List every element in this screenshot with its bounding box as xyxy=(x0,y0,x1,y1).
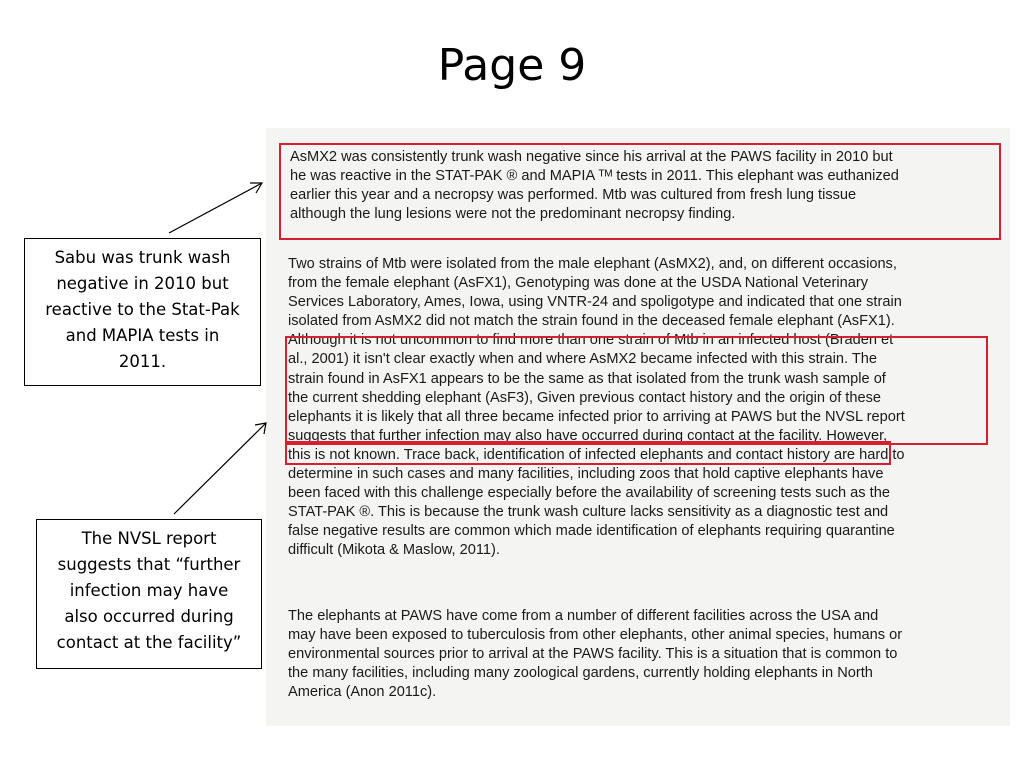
highlight-box-asmx2 xyxy=(279,143,1001,240)
document-line: elephants it is likely that all three became infected prior to arriving at PAWS but the NVSL report xyxy=(288,408,905,425)
document-line: AsMX2 was consistently trunk wash negative since his arrival at the PAWS facility in 2010 but xyxy=(290,149,893,165)
highlight-box-nvsl xyxy=(285,441,891,465)
slide-title: Page 9 xyxy=(437,40,587,91)
callout-line: contact at the facility” xyxy=(56,633,242,652)
callout-line: Sabu was trunk wash xyxy=(54,248,231,267)
document-line: The elephants at PAWS have come from a number of different facilities across the USA and xyxy=(288,608,879,624)
document-line: environmental sources prior to arrival at the PAWS facility. This is a situation that is common to xyxy=(288,646,898,663)
document-line: false negative results are common which made identification of elephants requiring quarantine xyxy=(288,523,895,540)
document-line: been faced with this challenge especially before the availability of screening tests such as the xyxy=(288,485,890,502)
callout-nvsl-report xyxy=(36,519,262,669)
arrow-to-second-box xyxy=(174,423,266,514)
scanned-document xyxy=(266,128,1010,726)
document-line: Two strains of Mtb were isolated from the male elephant (AsMX2), and, on different occasions, xyxy=(288,256,897,272)
document-line: the current shedding elephant (AsF3), Given previous contact history and the origin of these xyxy=(288,389,882,406)
document-paragraph-3 xyxy=(288,607,902,702)
arrow-head-icon xyxy=(250,183,262,193)
callout-line: The NVSL report xyxy=(81,529,217,548)
document-line: may have been exposed to tuberculosis from other elephants, other animal species, humans or xyxy=(288,627,903,644)
document-line: al., 2001) it isn't clear exactly when and where AsMX2 became infected with this strain. The xyxy=(288,351,877,368)
callout-line: suggests that “further xyxy=(57,555,241,574)
callout-line: reactive to the Stat-Pak xyxy=(45,300,240,319)
document-line: isolated from AsMX2 did not match the strain found in the deceased female elephant (AsFX1). xyxy=(288,313,895,330)
callout-line: negative in 2010 but xyxy=(56,274,229,293)
document-line: America (Anon 2011c). xyxy=(288,684,437,701)
document-line: suggests that further infection may also have occurred during contact at the facility. However, xyxy=(288,427,888,444)
callout-line: and MAPIA tests in xyxy=(65,326,220,345)
document-line: STAT-PAK ®. This is because the trunk wash culture lacks sensitivity as a diagnostic test and xyxy=(288,504,889,521)
document-line: the many facilities, including many zoological gardens, currently holding elephants in North xyxy=(288,665,873,682)
document-line: this is not known. Trace back, identification of infected elephants and contact history are hard to xyxy=(288,446,905,463)
callout-line: infection may have xyxy=(69,581,229,600)
document-line: Although it is not uncommon to find more than one strain of Mtb in an infected host (Braden et xyxy=(288,332,894,349)
document-line: difficult (Mikota & Maslow, 2011). xyxy=(288,542,500,559)
document-line: determine in such cases and many facilities, including zoos that hold captive elephants have xyxy=(288,466,884,483)
callout-line: 2011. xyxy=(118,352,167,371)
document-line: Services Laboratory, Ames, Iowa, using VNTR-24 and spoligotype and indicated that one strain xyxy=(288,294,902,311)
document-line: he was reactive in the STAT-PAK ® and MAPIA ᵀᴹ tests in 2011. This elephant was euthanized xyxy=(290,168,899,185)
callout-trunk-wash xyxy=(24,238,261,386)
arrow-head-icon xyxy=(255,423,266,434)
callout-line: also occurred during xyxy=(64,607,234,626)
document-line: from the female elephant (AsFX1), Genotyping was done at the USDA National Veterinary xyxy=(288,275,869,292)
document-line: although the lung lesions were not the predominant necropsy finding. xyxy=(290,206,736,223)
document-line: strain found in AsFX1 appears to be the same as that isolated from the trunk wash sample of xyxy=(288,370,886,387)
document-line: earlier this year and a necropsy was performed. Mtb was cultured from fresh lung tissue xyxy=(290,187,857,204)
arrow-to-first-box xyxy=(169,183,262,233)
highlight-box-strains xyxy=(285,336,988,445)
